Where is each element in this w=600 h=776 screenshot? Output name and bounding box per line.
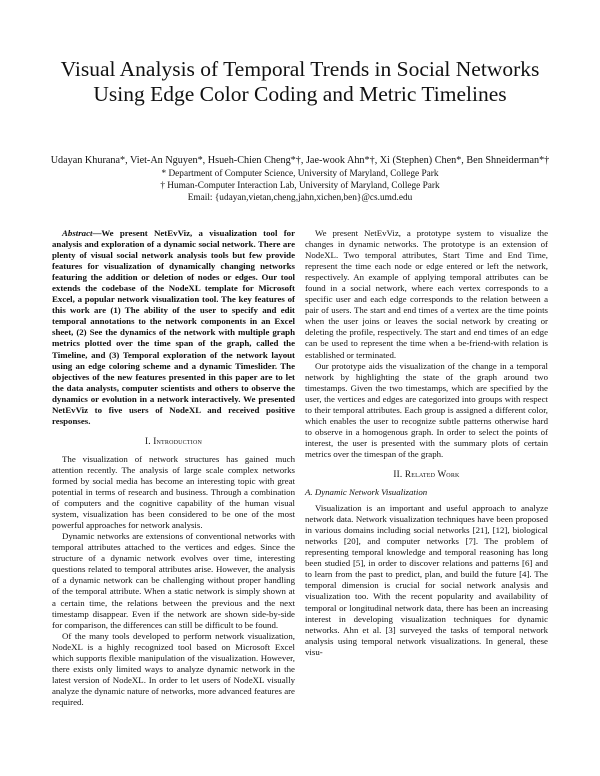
abstract-text: —We present NetEvViz, a visualization tool for analysis and exploration of a dynamic social network. There are plenty of visual social network analysis tools but few provide features for visualization of dynamically changing networks featuring the addition or deletion of nodes or edges. Our tool extends the codebase of the NodeXL template for Microsoft Excel, a popular network visualization tool. The key features of this work are (1) The ability of the user to specify and edit temporal annotations to the network components in an Excel sheet, (2) See the dynamics of the network with multiple graph metrics plotted over the time span of the graph, called the Timeline, and (3) Temporal exploration of the network layout using an edge coloring scheme and a dynamic Timeslider. The objectives of the new features presented in this paper are to let the data analysts, computer scientists and others to observe the dynamics or evolution in a network interactively. We presented NetEvViz to five users of NodeXL and received positive responses. [52, 228, 295, 426]
affiliation-hcil: † Human-Computer Interaction Lab, University of Maryland, College Park [160, 181, 440, 191]
left-column [52, 228, 295, 708]
author-list: Udayan Khurana*, Viet-An Nguyen*, Hsueh-Chien Cheng*†, Jae-wook Ahn*†, Xi (Stephen) Chen*, Ben Shneiderman*† [50, 155, 550, 166]
intro-paragraph: The visualization of network structures has gained much attention recently. The analysis of large scale complex networks formed by social media has become an interesting topic with great potential in terms of research and business. Through a combination of computers and the cognitive capability of the human visual system, visualization has been considered to be one of the most powerful approaches for network analysis. [52, 453, 295, 531]
paper-title: Visual Analysis of Temporal Trends in Social Networks Using Edge Color Coding and Metric Timelines [60, 57, 540, 106]
subsection-heading: A. Dynamic Network Visualization [305, 487, 428, 498]
body-paragraph: We present NetEvViz, a prototype system to visualize the changes in dynamic networks. The prototype is an extension of NodeXL. Two temporal attributes, Start Time and End Time, represent the time each node or edge entered or left the network, respectively. An example of applying temporal attributes can be found in a social network, where each vertex corresponds to a specific user and each edge corresponds to the relation between a pair of users. The start and end times of a vertex are the time points when the user joins or leaves the social network by creating or deleting the profile, respectively. The start and end times of an edge can be used to represent the time when a be-friend-with relation is established or terminated. [305, 228, 548, 360]
right-column [305, 228, 548, 658]
intro-paragraph: Of the many tools developed to perform network visualization, NodeXL is a highly recognized tool based on Microsoft Excel which supports flexible manipulation of the visualization. However, there exists only limited ways to analyze dynamic network in the latest version of NodeXL. In order to let users of NodeXL visually analyze the dynamic nature of networks, more advanced features are required. [52, 630, 295, 707]
body-paragraph: Visualization is an important and useful approach to analyze network data. Network visualization techniques have been proposed in various domains including social networks [21], [12], biological networks [20], and computer networks [7]. The problem of representing temporal knowledge and temporal reasoning has long been studied [5], in order to discover relations and patterns [6] and to learn from the past to predict, plan, and build the future [4]. The temporal dimension is crucial for social network analysis and visualization too. With the recent popularity and availability of temporal or longitudinal network data, there has been an increasing interest in developing visualization techniques for dynamic networks. Ahn et al. [3] surveyed the tasks of temporal network analysis using temporal network visualizations. In general, these visu- [305, 503, 548, 657]
abstract [52, 228, 295, 427]
intro-paragraph: Dynamic networks are extensions of conventional networks with temporal attributes attached to the vertices and edges. Since the structure of a dynamic network evolves over time, interesting questions related to temporal attributes arise. However, the analysis of a dynamic network can be challenging without proper handling of the temporal attribute. When a static network is simply shown at a certain time, the relations between the previous and the next timestamp disappear. Even if the network are shown side-by-side for comparison, the differences can still be difficult to be found. [52, 531, 295, 630]
section-heading-related-work: II. Related Work [393, 468, 460, 479]
section-heading-introduction: I. Introduction [144, 435, 203, 446]
body-paragraph: Our prototype aids the visualization of the change in a temporal network by highlighting the state of the graph around two timestamps. Given the two timestamps, which are specified by the user, the vertices and edges are categorized into groups with respect to their temporal attributes. Each group is assigned a different color, which enables the user to recognize subtle patterns otherwise hard to observe in a homogenous graph. In order to select the points of interest, the user is presented with the summary plots of certain metrics over the timespan of the graph. [305, 360, 548, 459]
author-emails: Email: {udayan,vietan,cheng,jahn,xichen,ben}@cs.umd.edu [187, 193, 413, 203]
abstract-label: Abstract [62, 228, 93, 238]
affiliation-cs: * Department of Computer Science, University of Maryland, College Park [161, 169, 439, 179]
